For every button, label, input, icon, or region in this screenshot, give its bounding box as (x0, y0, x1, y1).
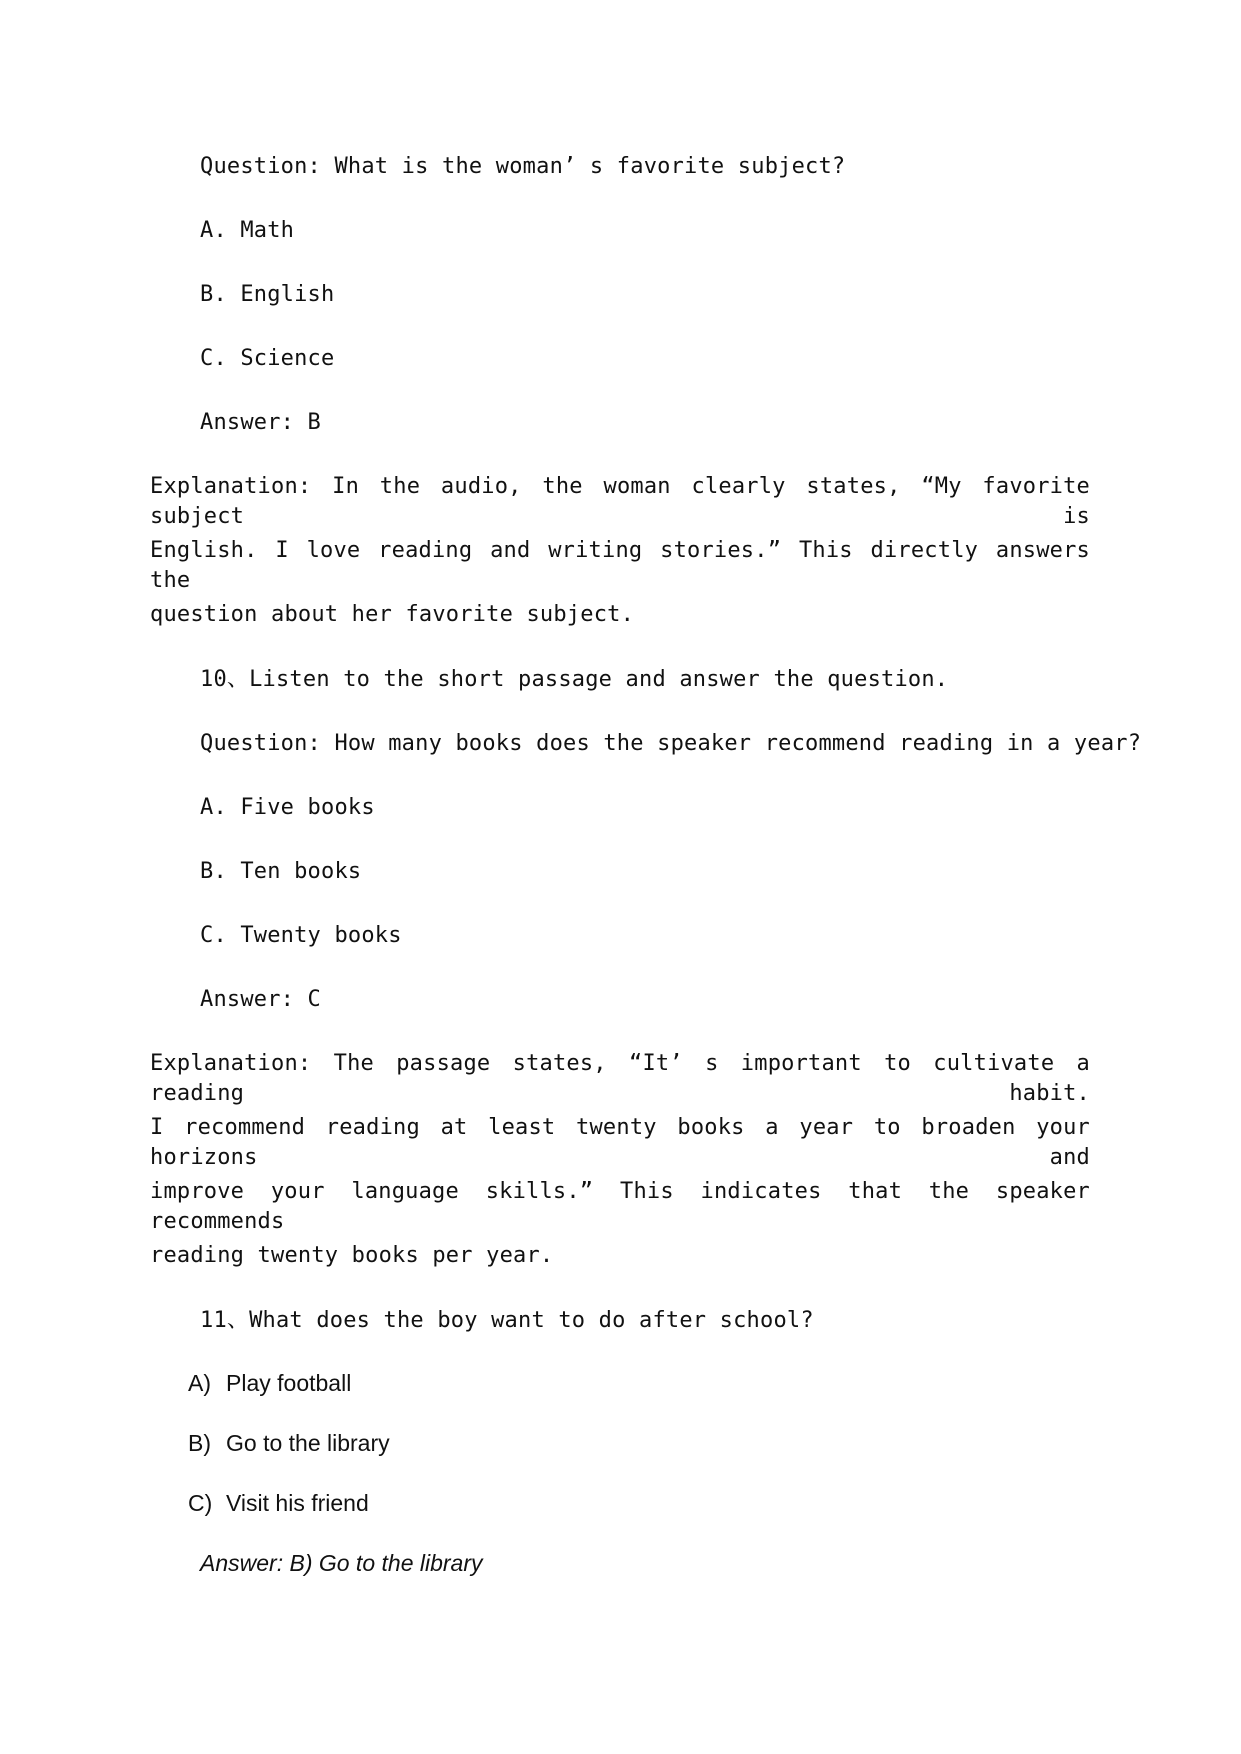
q10-explanation-line-2: I recommend reading at least twenty books a year to broaden your horizons and (150, 1115, 1090, 1170)
q9-answer: Answer: B (200, 410, 322, 435)
q10-option-a: A. Five books (200, 795, 375, 820)
q11-answer: Answer: B) Go to the library (200, 1550, 483, 1576)
q10-explanation-line-4: reading twenty books per year. (150, 1243, 554, 1268)
q11-option-a-text: Play football (226, 1370, 352, 1396)
q10-explanation-line-3: improve your language skills.” This indicates that the speaker recommends (150, 1179, 1090, 1234)
q11-option-a-letter: A) (188, 1370, 211, 1396)
q9-explanation-line-2: English. I love reading and writing stories.” This directly answers the (150, 538, 1090, 593)
q11-option-c-letter: C) (188, 1490, 213, 1516)
q11-heading: 11、What does the boy want to do after school? (200, 1308, 814, 1333)
q11-option-b-text: Go to the library (226, 1430, 390, 1456)
q9-explanation-line-3: question about her favorite subject. (150, 602, 635, 627)
q11-option-b-letter: B) (188, 1430, 211, 1456)
q10-heading: 10、Listen to the short passage and answer the question. (200, 667, 949, 692)
q11-option-c-text: Visit his friend (226, 1490, 369, 1516)
q9-question: Question: What is the woman’ s favorite subject? (200, 154, 846, 179)
q9-explanation-line-1: Explanation: In the audio, the woman clearly states, “My favorite subject is (150, 474, 1090, 529)
q9-option-b: B. English (200, 282, 335, 307)
q9-option-c: C. Science (200, 346, 335, 371)
q10-explanation-line-1: Explanation: The passage states, “It’ s important to cultivate a reading habit. (150, 1051, 1090, 1106)
q9-option-a: A. Math (200, 218, 295, 243)
q10-option-c: C. Twenty books (200, 923, 402, 948)
q10-question: Question: How many books does the speaker recommend reading in a year? (200, 731, 1142, 756)
q10-answer: Answer: C (200, 987, 322, 1012)
q10-option-b: B. Ten books (200, 859, 362, 884)
